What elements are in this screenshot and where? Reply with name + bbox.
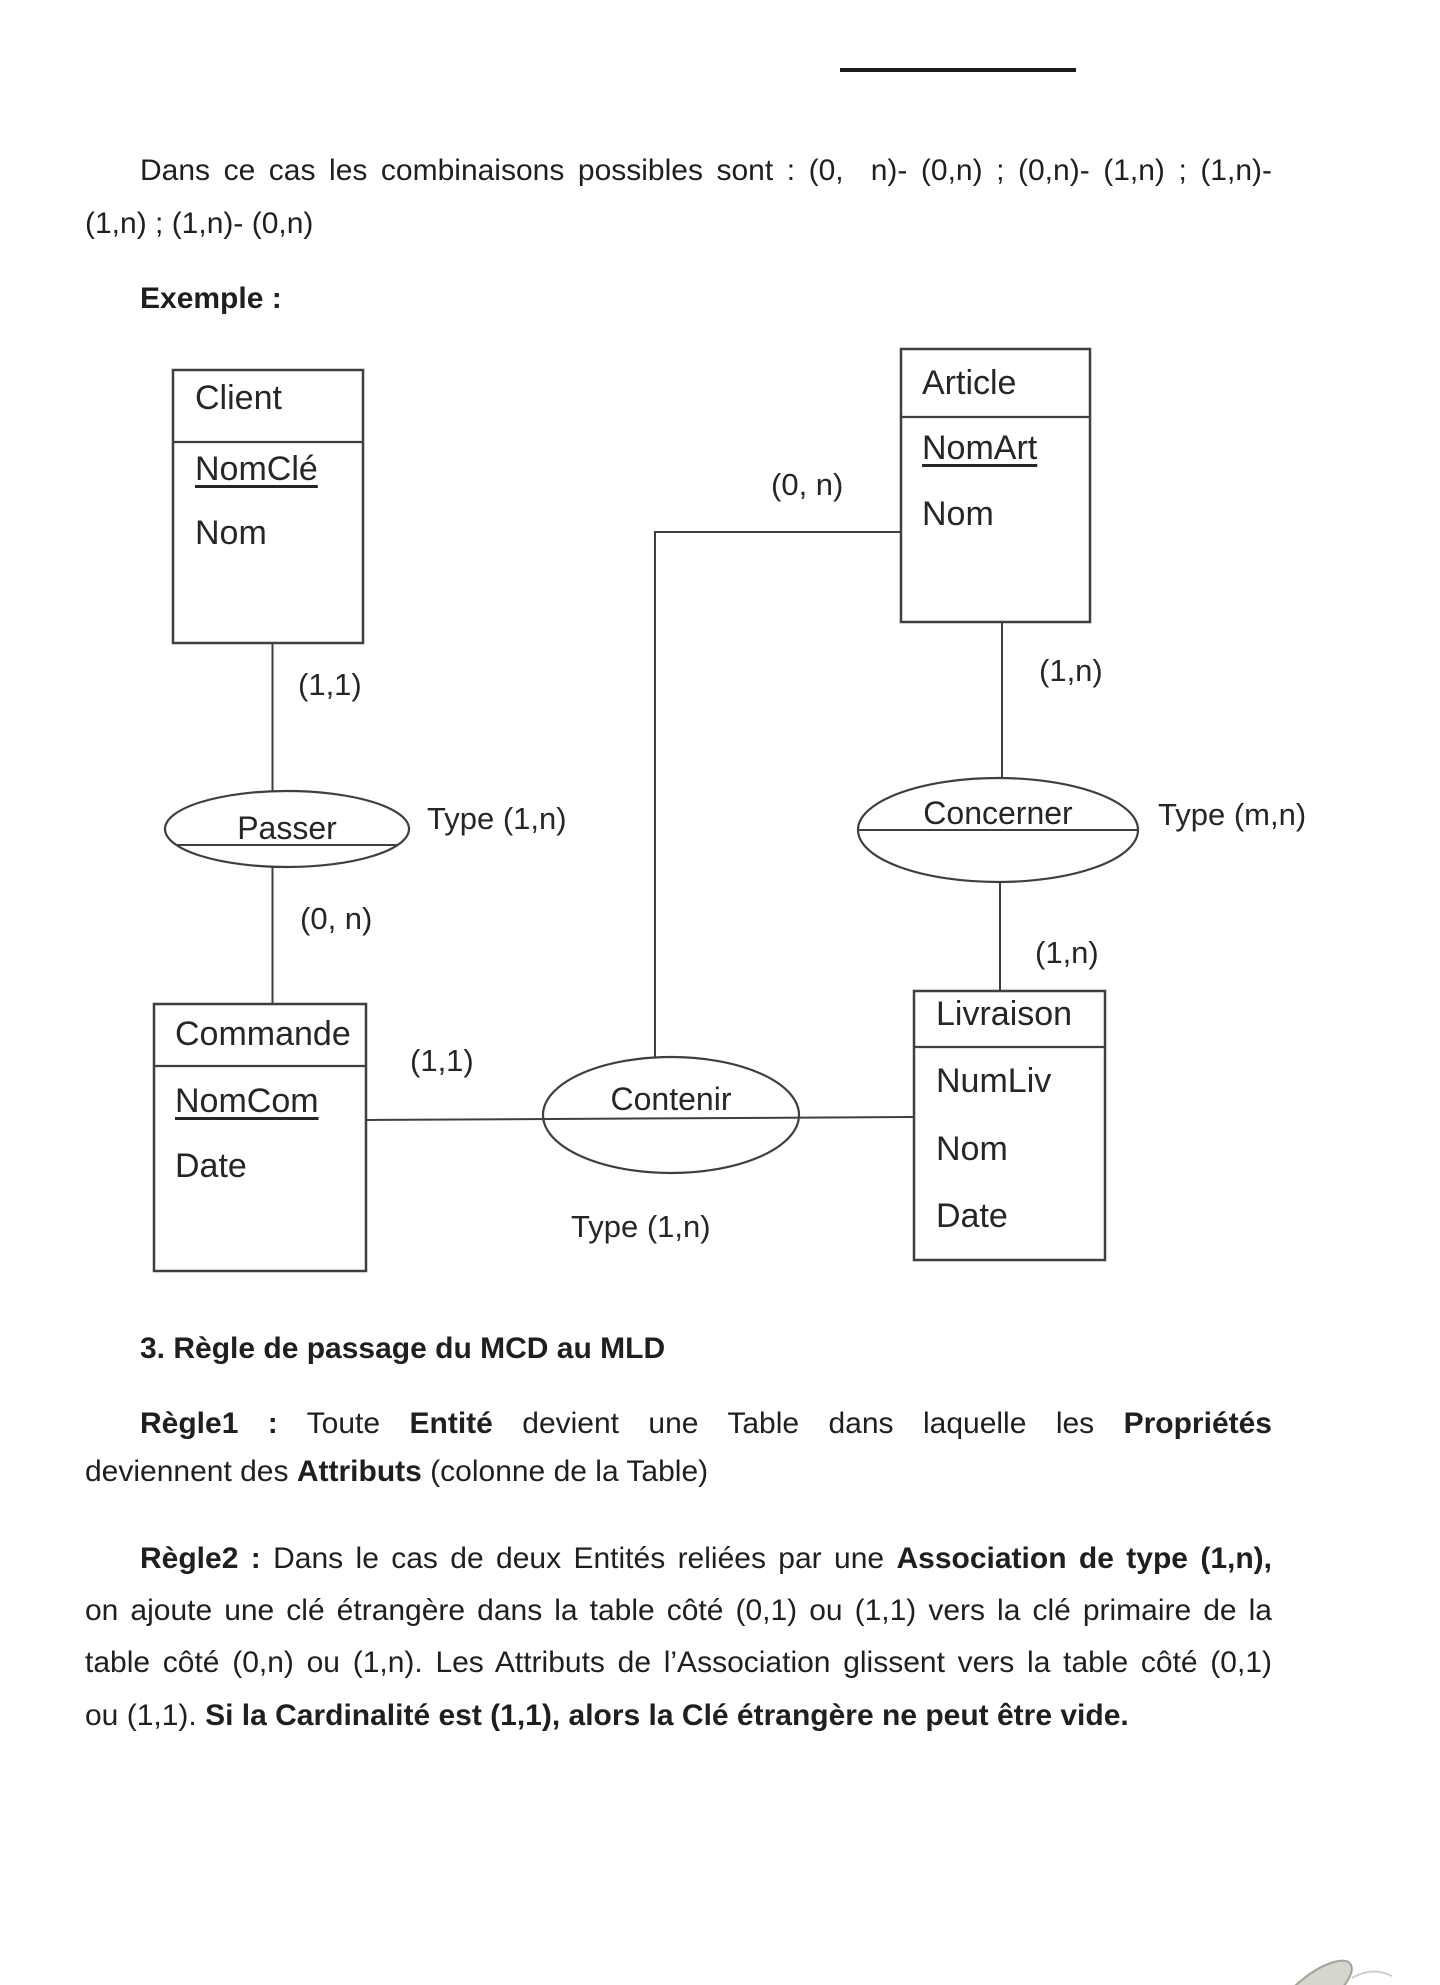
section-heading: 3. Règle de passage du MCD au MLD (140, 1332, 666, 1365)
cardinality-article-contenir: (0, n) (771, 467, 844, 502)
client-entity-title: Client (195, 379, 282, 417)
regle2-text-b: ou (1,1). (85, 1699, 206, 1732)
client-key-attribute: NomClé (195, 450, 318, 488)
cardinality-client-passer: (1,1) (298, 667, 362, 702)
cardinality-passer-commande: (0, n) (300, 901, 373, 936)
regle2-text-a: Dans le cas de deux Entités reliées par une (260, 1542, 897, 1575)
article-key-attribute: NomArt (922, 429, 1038, 467)
regle2-line-4 (85, 1697, 1129, 1735)
regle1-line-1 (140, 1405, 1272, 1443)
regle1-text-d: (colonne de la Table) (421, 1455, 709, 1488)
regle1-bold-proprietes: Propriétés (1123, 1407, 1272, 1440)
livraison-entity-title: Livraison (936, 995, 1073, 1033)
commande-key-attribute: NomCom (175, 1082, 319, 1120)
article-entity-title: Article (922, 364, 1017, 402)
watermark-stem (1352, 1971, 1392, 1978)
regle1-text-a: Toute (277, 1407, 410, 1440)
cardinality-concerner-livraison: (1,n) (1035, 935, 1099, 970)
regle1-bold-attributs: Attributs (296, 1455, 422, 1488)
regle1-line-2 (85, 1453, 708, 1491)
regle2-label: Règle2 : (140, 1542, 261, 1575)
commande-entity-title: Commande (175, 1015, 351, 1053)
intro-line-1: Dans ce cas les combinaisons possibles sont : (0, n)- (0,n) ; (0,n)- (1,n) ; (1,n)- (140, 154, 1272, 187)
cardinality-article-concerner: (1,n) (1039, 653, 1103, 688)
passer-association-label: Passer (237, 810, 337, 846)
concerner-association-label: Concerner (923, 795, 1073, 831)
client-attribute: Nom (195, 514, 267, 552)
regle2-line-2: on ajoute une clé étrangère dans la table côté (0,1) ou (1,1) vers la clé primaire de la (85, 1594, 1272, 1627)
livraison-attribute-numliv: NumLiv (936, 1062, 1052, 1100)
livraison-attribute-date: Date (936, 1197, 1008, 1235)
cardinality-commande-contenir: (1,1) (410, 1043, 474, 1078)
regle2-bold-cardinalite: Si la Cardinalité est (1,1), alors la Clé étrangère ne peut être vide. (205, 1699, 1129, 1732)
regle2-bold-association: Association de type (1,n), (896, 1542, 1272, 1575)
type-label-concerner: Type (m,n) (1158, 797, 1307, 832)
regle1-text-b: devient une Table dans laquelle les (492, 1407, 1124, 1440)
regle2-line-3: table côté (0,n) ou (1,n). Les Attributs de l’Association glissent vers la table côté (0,1) (85, 1646, 1272, 1679)
watermark-leaf-icon (1267, 1950, 1360, 1985)
contenir-association-label: Contenir (610, 1081, 732, 1117)
regle2-line-1 (140, 1540, 1272, 1578)
regle1-bold-entite: Entité (409, 1407, 493, 1440)
type-label-passer: Type (1,n) (427, 801, 567, 836)
type-label-contenir: Type (1,n) (571, 1209, 711, 1244)
regle1-text-c: deviennent des (85, 1455, 297, 1488)
livraison-attribute-nom: Nom (936, 1130, 1008, 1168)
exemple-label: Exemple : (140, 282, 282, 315)
article-attribute: Nom (922, 495, 994, 533)
commande-attribute: Date (175, 1147, 247, 1185)
regle1-label: Règle1 : (140, 1407, 278, 1440)
intro-line-2: (1,n) ; (1,n)- (0,n) (85, 207, 314, 240)
